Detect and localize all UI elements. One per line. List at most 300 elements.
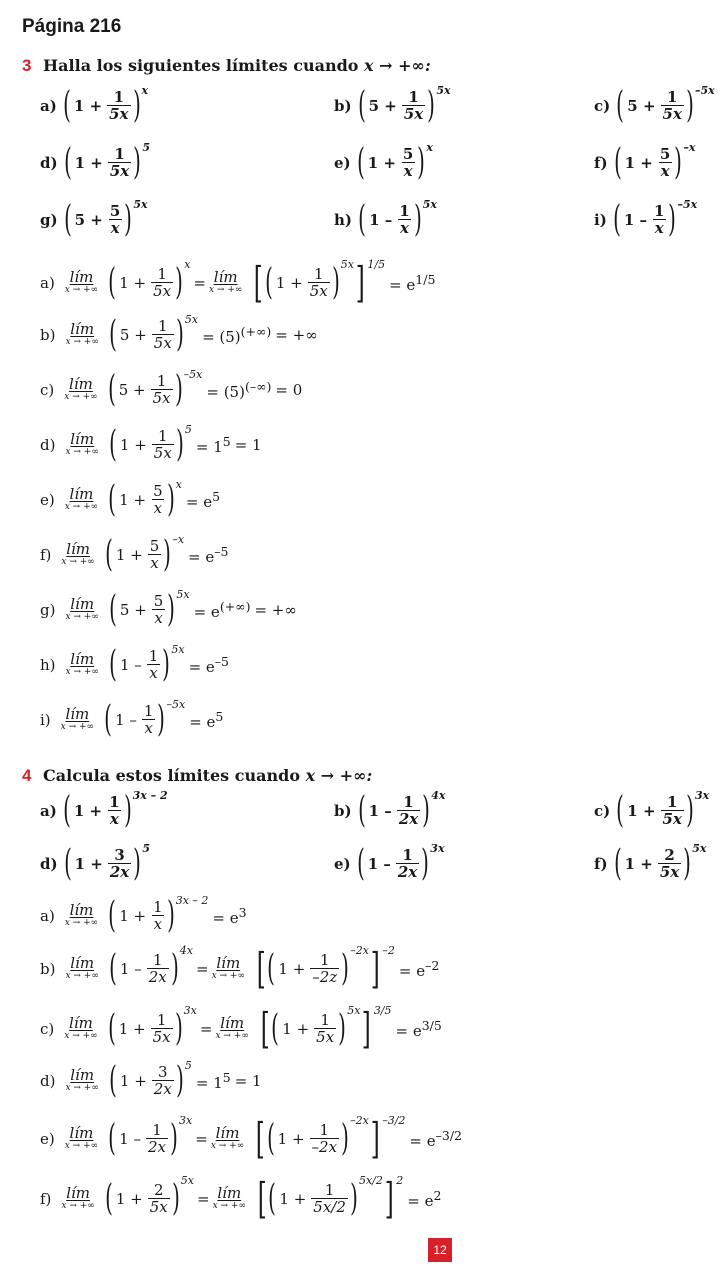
limit-exercise-item xyxy=(334,198,437,240)
equals-sign: = xyxy=(195,1130,208,1148)
limit-solution-row xyxy=(40,1174,442,1223)
exponent: 5 xyxy=(184,423,192,436)
item-label: e) xyxy=(334,154,351,172)
item-label: c) xyxy=(594,97,611,115)
limit-operator xyxy=(65,319,99,349)
exponent: 5x xyxy=(692,842,707,855)
limit-solution-row xyxy=(40,894,247,936)
base-term: 1 + xyxy=(275,274,303,292)
result-base: = (5) xyxy=(202,328,241,346)
result-exponent: –2 xyxy=(425,958,440,973)
fraction xyxy=(151,483,165,518)
denominator: x xyxy=(150,554,159,573)
denominator: 5x xyxy=(659,863,680,882)
numerator: 3 xyxy=(158,1062,168,1081)
base-term: 1 – xyxy=(368,802,392,820)
fraction xyxy=(148,1182,170,1217)
limit-word: lím xyxy=(69,374,93,393)
open-paren: ( xyxy=(62,790,71,831)
limit-subscript: x → +∞ xyxy=(60,721,95,732)
limit-subscript: x → +∞ xyxy=(64,1140,99,1151)
base-term: 1 + xyxy=(119,491,147,509)
limit-subscript: x → +∞ xyxy=(211,970,245,981)
exponent: 5 xyxy=(184,1059,192,1072)
exercise-number: 4 xyxy=(22,766,32,785)
numerator: 1 xyxy=(313,264,324,283)
numerator: 1 xyxy=(157,264,167,283)
open-paren: ( xyxy=(264,262,273,303)
exponent: –2x xyxy=(350,944,369,957)
open-paren: ( xyxy=(266,1118,275,1159)
equals-sign: = xyxy=(197,1190,210,1208)
result-expression xyxy=(202,324,271,346)
exponent: 5 xyxy=(142,842,150,855)
limit-subscript: x → +∞ xyxy=(65,1082,99,1093)
limit-subscript: x → +∞ xyxy=(65,446,99,457)
limit-solution-row xyxy=(40,533,229,575)
limit-exercise-item xyxy=(334,789,446,831)
result-expression xyxy=(396,1018,442,1040)
limit-solution-row xyxy=(40,313,318,355)
limit-subscript: x → +∞ xyxy=(61,556,95,567)
open-paren: ( xyxy=(63,199,72,240)
base-term: 1 + xyxy=(118,1020,146,1038)
limit-exercise-item xyxy=(594,84,715,126)
fraction xyxy=(661,794,684,829)
item-label: h) xyxy=(40,656,56,674)
fraction xyxy=(151,1012,173,1047)
result-exponent: –3/2 xyxy=(435,1128,462,1143)
base-term: 1 + xyxy=(624,154,653,172)
base-term: 1 + xyxy=(119,274,147,292)
exercise-4-heading xyxy=(22,766,372,786)
open-paren: ( xyxy=(109,1060,117,1101)
fraction xyxy=(108,847,131,882)
fraction xyxy=(397,203,411,238)
equals-sign: = xyxy=(195,960,209,978)
close-paren: ) xyxy=(171,1178,180,1219)
result-expression xyxy=(407,1188,441,1210)
fraction xyxy=(151,266,173,301)
close-paren: ) xyxy=(175,262,184,303)
result-expression xyxy=(206,379,271,401)
close-paren: ) xyxy=(174,369,183,410)
numerator: 1 xyxy=(153,897,163,916)
base-term: 1 + xyxy=(115,1190,143,1208)
limit-word: lím xyxy=(70,953,95,972)
denominator: x xyxy=(153,915,163,934)
fraction xyxy=(107,89,130,124)
item-label: f) xyxy=(594,855,608,873)
limit-solution-row xyxy=(40,944,440,993)
result-expression xyxy=(196,434,231,456)
result-exponent: 5 xyxy=(222,1070,231,1085)
limit-operator xyxy=(64,900,99,930)
base-term: 1 + xyxy=(278,960,306,978)
exponent: 3x xyxy=(430,842,445,855)
exercise-3-heading xyxy=(22,56,431,76)
result-base: = e xyxy=(189,713,216,731)
limit-operator xyxy=(210,1123,245,1153)
limit-word: lím xyxy=(70,429,95,448)
limit-subscript: x → +∞ xyxy=(65,666,99,677)
item-label: i) xyxy=(40,711,51,729)
page-number: 12 xyxy=(428,1238,452,1262)
numerator: 1 xyxy=(320,1010,330,1029)
open-paren: ( xyxy=(104,699,112,740)
exponent: x xyxy=(184,258,191,271)
base-term: 1 + xyxy=(119,907,147,925)
result-base: = 1 xyxy=(195,1074,223,1092)
result-expression xyxy=(409,1128,462,1150)
close-paren: ) xyxy=(175,424,184,465)
close-paren: ) xyxy=(422,790,431,831)
close-bracket: ] xyxy=(384,1174,394,1223)
numerator: 2 xyxy=(664,845,675,864)
fraction xyxy=(142,703,156,738)
base-term: 1 + xyxy=(367,154,396,172)
result-exponent: 3/5 xyxy=(421,1018,442,1033)
open-paren: ( xyxy=(357,85,366,126)
denominator: 5x xyxy=(109,105,129,124)
open-bracket: [ xyxy=(257,1174,267,1223)
open-paren: ( xyxy=(267,948,276,989)
numerator: 1 xyxy=(319,1120,330,1139)
item-label: b) xyxy=(40,960,56,978)
fraction xyxy=(152,318,174,353)
numerator: 1 xyxy=(399,201,410,220)
fraction xyxy=(148,538,162,573)
limit-exercise-item xyxy=(40,198,148,240)
open-bracket: [ xyxy=(254,258,264,307)
open-paren: ( xyxy=(109,314,117,355)
numerator: 1 xyxy=(158,316,168,335)
item-label: i) xyxy=(594,211,607,229)
limit-exercise-item xyxy=(40,141,150,183)
close-paren: ) xyxy=(427,85,436,126)
open-paren: ( xyxy=(107,1008,116,1049)
close-bracket: ] xyxy=(370,1114,380,1163)
result-exponent: –5 xyxy=(214,654,229,669)
close-paren: ) xyxy=(331,262,340,303)
exponent: 5x xyxy=(347,1004,361,1017)
base-term: 5 + xyxy=(74,211,103,229)
close-paren: ) xyxy=(668,199,677,240)
base-term: 1 – xyxy=(369,211,393,229)
numerator: 1 xyxy=(666,87,678,106)
outer-exponent: –3/2 xyxy=(382,1114,406,1127)
denominator: 5x xyxy=(152,389,171,408)
limit-exercise-item xyxy=(594,141,696,183)
close-paren: ) xyxy=(421,843,430,884)
fraction xyxy=(152,593,166,628)
limit-operator xyxy=(64,1123,99,1153)
fraction xyxy=(108,146,131,181)
close-bracket: ] xyxy=(362,1004,372,1053)
result-exponent: 5 xyxy=(215,709,224,724)
limit-word: lím xyxy=(70,594,95,613)
exponent: 3x – 2 xyxy=(132,789,168,802)
exponent: –2x xyxy=(350,1114,369,1127)
numerator: 1 xyxy=(408,87,419,106)
close-bracket: ] xyxy=(355,258,365,307)
limit-solution-row xyxy=(40,698,224,740)
result-expression xyxy=(189,709,223,731)
open-paren: ( xyxy=(62,85,71,126)
close-paren: ) xyxy=(417,142,426,183)
equals-sign: = xyxy=(193,274,206,292)
item-label: a) xyxy=(40,97,57,115)
limit-word: lím xyxy=(66,1183,91,1202)
exponent: x xyxy=(426,141,433,154)
result-base: = 1 xyxy=(195,438,223,456)
numerator: 1 xyxy=(152,1120,162,1139)
limit-solution-row xyxy=(40,1004,442,1053)
close-paren: ) xyxy=(167,589,176,630)
denominator: x xyxy=(403,162,413,181)
limit-solution-row xyxy=(40,643,229,685)
open-paren: ( xyxy=(356,142,365,183)
open-paren: ( xyxy=(271,1008,280,1049)
item-label: a) xyxy=(40,907,55,925)
result-exponent: (+∞) xyxy=(240,324,272,339)
base-term: 1 + xyxy=(74,855,103,873)
open-paren: ( xyxy=(358,199,366,240)
result-expression xyxy=(194,599,251,621)
limit-word: lím xyxy=(213,267,238,286)
numerator: 5 xyxy=(153,481,163,500)
result-exponent: 5 xyxy=(212,489,221,504)
numerator: 2 xyxy=(153,1180,164,1199)
close-paren: ) xyxy=(175,1060,184,1101)
denominator: x xyxy=(144,719,153,738)
numerator: 1 xyxy=(654,201,665,220)
limit-exercise-item xyxy=(40,842,150,884)
close-paren: ) xyxy=(175,314,184,355)
result-exponent: (–∞) xyxy=(244,379,272,394)
base-term: 5 + xyxy=(119,326,147,344)
result-tail: = 1 xyxy=(234,1072,262,1090)
item-label: b) xyxy=(334,97,352,115)
outer-exponent: 2 xyxy=(396,1174,404,1187)
limit-solution-row xyxy=(40,588,297,630)
result-exponent: 5 xyxy=(222,434,231,449)
limit-operator xyxy=(65,953,99,983)
denominator: –2x xyxy=(311,1138,338,1157)
limit-subscript: x → +∞ xyxy=(208,284,243,295)
denominator: 2x xyxy=(147,1138,166,1157)
result-tail: = 1 xyxy=(234,436,262,454)
base-term: 5 + xyxy=(118,381,146,399)
fraction xyxy=(146,1122,168,1157)
denominator: x xyxy=(660,162,670,181)
limit-exercise-item xyxy=(40,84,149,126)
item-label: h) xyxy=(334,211,353,229)
base-term: 1 + xyxy=(279,1190,307,1208)
limit-subscript: x → +∞ xyxy=(64,1030,98,1041)
open-bracket: [ xyxy=(255,1114,265,1163)
fraction xyxy=(151,899,165,934)
result-expression xyxy=(389,272,435,294)
result-expression xyxy=(186,489,220,511)
limit-word: lím xyxy=(220,1013,245,1032)
open-bracket: [ xyxy=(256,944,266,993)
denominator: 5x xyxy=(403,105,424,124)
open-paren: ( xyxy=(616,85,625,126)
limit-word: lím xyxy=(216,953,241,972)
limit-word: lím xyxy=(70,1065,95,1084)
result-expression xyxy=(399,958,439,980)
open-paren: ( xyxy=(268,1178,277,1219)
limit-subscript: x → +∞ xyxy=(64,917,99,928)
open-paren: ( xyxy=(108,262,117,303)
base-term: 1 + xyxy=(627,802,656,820)
result-base: = e xyxy=(389,276,416,294)
exponent: 5x xyxy=(180,1174,194,1187)
denominator: 2x xyxy=(148,968,167,987)
limit-subscript: x → +∞ xyxy=(210,1140,245,1151)
numerator: 1 xyxy=(113,87,125,106)
close-paren: ) xyxy=(163,534,172,575)
fraction xyxy=(147,952,169,987)
exponent: –5x xyxy=(183,368,203,381)
denominator: x xyxy=(110,219,120,238)
exercise-statement: Calcula estos límites cuando xyxy=(43,766,300,785)
exponent: –5x xyxy=(166,698,186,711)
outer-exponent: –2 xyxy=(382,944,395,957)
result-base: = e xyxy=(212,909,239,927)
result-base: = e xyxy=(398,962,426,980)
fraction xyxy=(396,847,419,882)
fraction xyxy=(152,1064,174,1099)
limit-solution-row xyxy=(40,478,221,520)
limit-exercise-item xyxy=(594,789,710,831)
close-paren: ) xyxy=(170,948,179,989)
close-paren: ) xyxy=(166,895,175,936)
result-tail: = +∞ xyxy=(275,326,318,344)
result-tail: = +∞ xyxy=(254,601,297,619)
numerator: 5 xyxy=(153,591,164,610)
limit-word: lím xyxy=(69,1013,93,1032)
item-label: c) xyxy=(594,802,611,820)
limit-subscript: x → +∞ xyxy=(65,336,99,347)
limit-subscript: x → +∞ xyxy=(65,611,99,622)
base-term: 1 + xyxy=(119,1072,147,1090)
item-label: f) xyxy=(40,546,52,564)
fraction xyxy=(652,203,666,238)
exponent: 5x xyxy=(184,313,199,326)
fraction xyxy=(308,266,330,301)
base-term: 1 + xyxy=(115,546,143,564)
base-term: 1 + xyxy=(73,802,103,820)
limit-subscript: x → +∞ xyxy=(215,1030,249,1041)
close-paren: ) xyxy=(350,1178,358,1219)
base-term: 5 + xyxy=(119,601,147,619)
fraction xyxy=(107,794,121,829)
close-paren: ) xyxy=(686,85,694,126)
limit-solution-row xyxy=(40,423,262,465)
limit-operator xyxy=(61,539,95,569)
fraction xyxy=(310,1122,340,1157)
denominator: 5x xyxy=(153,444,172,463)
limit-operator xyxy=(211,953,245,983)
limit-operator xyxy=(61,1183,95,1213)
limit-word: lím xyxy=(215,1123,240,1142)
page-title: Página 216 xyxy=(22,16,122,37)
exponent: 4x xyxy=(431,789,446,802)
limit-word: lím xyxy=(69,267,94,286)
base-term: 1 + xyxy=(74,154,103,172)
close-paren: ) xyxy=(157,699,166,740)
exponent: 5x/2 xyxy=(358,1174,383,1187)
close-paren: ) xyxy=(686,790,694,831)
limit-operator xyxy=(64,484,99,514)
limit-subscript: x → +∞ xyxy=(64,501,99,512)
close-paren: ) xyxy=(341,948,350,989)
denominator: x xyxy=(654,219,664,238)
open-paren: ( xyxy=(613,843,622,884)
limit-solution-row xyxy=(40,1059,262,1101)
close-paren: ) xyxy=(124,199,133,240)
result-base: = e xyxy=(395,1022,422,1040)
base-term: 1 + xyxy=(73,97,103,115)
base-term: 1 + xyxy=(282,1020,310,1038)
exponent: x xyxy=(175,478,182,491)
exercise-condition: x → +∞: xyxy=(305,766,373,785)
base-term: 1 – xyxy=(367,855,391,873)
close-paren: ) xyxy=(133,142,142,183)
denominator: 5x xyxy=(316,1028,335,1047)
item-label: e) xyxy=(40,491,55,509)
denominator: –2z xyxy=(312,968,338,987)
limit-exercise-item xyxy=(334,84,451,126)
open-paren: ( xyxy=(63,142,72,183)
numerator: 1 xyxy=(324,1180,335,1199)
result-exponent: 2 xyxy=(433,1188,442,1203)
open-bracket: [ xyxy=(260,1004,270,1053)
limit-operator xyxy=(65,429,99,459)
fraction xyxy=(402,89,425,124)
numerator: 1 xyxy=(402,845,413,864)
exponent: –5x xyxy=(694,84,715,97)
result-base: = e xyxy=(409,1132,436,1150)
item-label: a) xyxy=(40,802,57,820)
denominator: 5x xyxy=(309,282,328,301)
denominator: 5x xyxy=(662,810,682,829)
limit-operator xyxy=(65,594,99,624)
item-label: f) xyxy=(594,154,608,172)
exercise-number: 3 xyxy=(22,56,32,75)
fraction xyxy=(314,1012,336,1047)
fraction xyxy=(152,428,174,463)
denominator: 2x xyxy=(397,863,418,882)
outer-exponent: 1/5 xyxy=(367,258,386,271)
limit-exercise-item xyxy=(594,198,698,240)
close-paren: ) xyxy=(413,199,422,240)
denominator: 5x xyxy=(153,282,172,301)
limit-operator xyxy=(65,649,99,679)
open-paren: ( xyxy=(109,589,117,630)
result-base: = e xyxy=(185,493,213,511)
limit-word: lím xyxy=(66,539,91,558)
numerator: 1 xyxy=(143,701,154,720)
result-base: = e xyxy=(188,658,215,676)
result-base: = (5) xyxy=(206,383,245,401)
result-expression xyxy=(212,905,246,927)
exponent: 4x xyxy=(179,944,193,957)
exponent: –x xyxy=(172,533,185,546)
item-label: e) xyxy=(334,855,351,873)
